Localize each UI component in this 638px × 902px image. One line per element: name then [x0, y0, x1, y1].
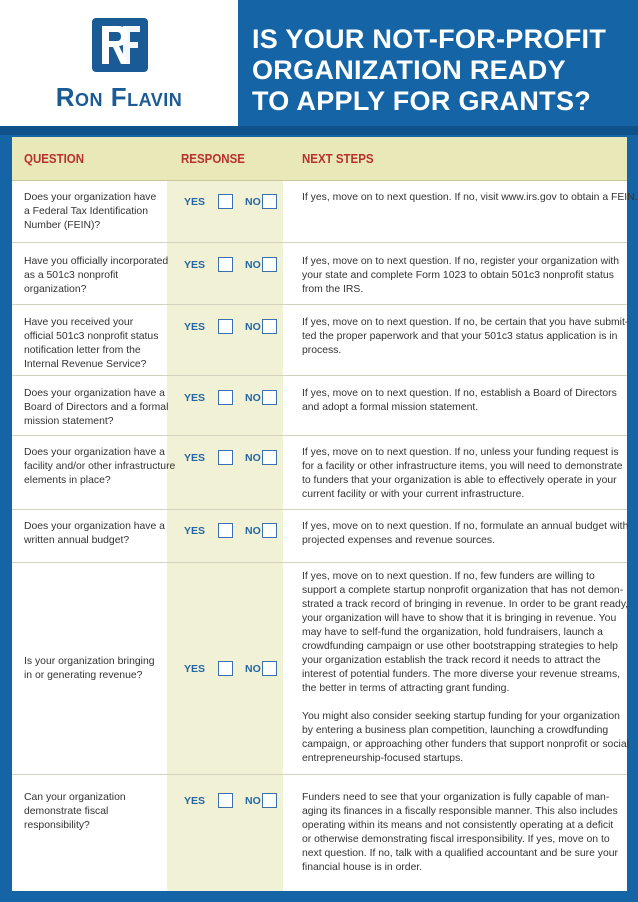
next-steps-line: If yes, move on to next question. If no, formulate an annual budget with [302, 521, 629, 532]
question-line: Board of Directors and a formal [24, 402, 169, 413]
yes-label: YES [184, 452, 206, 464]
next-steps-line: You might also consider seeking startup funding for your organization [302, 711, 620, 722]
yes-label: YES [184, 259, 206, 271]
next-steps-text [302, 446, 623, 502]
next-steps-text [302, 387, 620, 415]
table-row [12, 563, 627, 775]
question-line: Can your organization [24, 792, 126, 803]
table-row [12, 180, 638, 243]
no-checkbox[interactable] [262, 450, 277, 465]
question-line: mission statement? [24, 416, 114, 427]
question-line: a Federal Tax Identification [24, 206, 148, 217]
question-line: elements in place? [24, 475, 111, 486]
next-steps-text [302, 316, 629, 358]
question-line: notification letter from the [24, 345, 141, 356]
no-label: NO [245, 321, 261, 333]
question-line: Is your organization bringing [24, 656, 155, 667]
response-column-header: RESPONSE [181, 152, 245, 166]
question-line: facility and/or other infrastructure [24, 461, 176, 472]
next-steps-line: projected expenses and revenue sources. [302, 535, 495, 546]
question-line: responsibility? [24, 820, 90, 831]
next-steps-line: entrepreneurship-focused startups. [302, 753, 464, 764]
next-steps-line: process. [302, 345, 342, 356]
next-steps-text [302, 570, 629, 766]
next-steps-paragraph [302, 710, 629, 766]
question-column-header: QUESTION [24, 152, 85, 166]
next-steps-line: the better in terms of attracting grant funding. [302, 683, 510, 694]
next-steps-line: from the IRS. [302, 284, 364, 295]
next-steps-line: operating within its means and not consistently operating at a deficit [302, 820, 614, 831]
no-label: NO [245, 196, 261, 208]
yes-checkbox[interactable] [218, 661, 233, 676]
next-steps-line: by entering a business plan competition, launching a crowdfunding [302, 725, 609, 736]
page-header [0, 0, 638, 126]
question-text [24, 446, 176, 488]
next-steps-text [302, 191, 638, 205]
next-steps-paragraph [302, 387, 620, 415]
no-checkbox[interactable] [262, 390, 277, 405]
next-steps-line: may have to self-fund the organization, hold fundraisers, launch a [302, 627, 603, 638]
table-row [12, 775, 627, 890]
question-text [24, 520, 164, 548]
yes-checkbox[interactable] [218, 194, 233, 209]
next-steps-line: If yes, move on to next question. If no, few funders are willing to [302, 571, 595, 582]
next-steps-paragraph [302, 316, 629, 358]
next-steps-line: ted the proper paperwork and that your 501c3 status application is in [302, 331, 618, 342]
question-line: Does your organization have [24, 192, 157, 203]
no-checkbox[interactable] [262, 661, 277, 676]
table-row [12, 376, 627, 436]
next-steps-line: current facility or with your current infrastructure. [302, 489, 525, 500]
next-steps-paragraph [302, 446, 623, 502]
question-line: Does your organization have a [24, 521, 165, 532]
no-label: NO [245, 259, 261, 271]
question-line: Does your organization have a [24, 388, 165, 399]
next-steps-line: strated a track record of bringing in revenue. In order to be grant ready, [302, 599, 629, 610]
next-steps-line: your organization establish the track record it needs to attract the [302, 655, 601, 666]
next-steps-line: to funders that your organization is able to effectively operate in your [302, 475, 617, 486]
table-row [12, 510, 627, 563]
question-line: written annual budget? [24, 535, 130, 546]
table-row [12, 305, 627, 376]
next-steps-line: If yes, move on to next question. If no, unless your funding request is [302, 447, 619, 458]
next-steps-paragraph [302, 520, 629, 548]
question-line: official 501c3 nonprofit status [24, 331, 159, 342]
no-checkbox[interactable] [262, 523, 277, 538]
next-steps-line: or otherwise demonstrating fiscal irresponsibility. If yes, move on to [302, 834, 610, 845]
yes-label: YES [184, 392, 206, 404]
question-text [24, 255, 169, 297]
question-line: Does your organization have a [24, 447, 165, 458]
next-steps-line: If yes, move on to next question. If no, register your organization with [302, 256, 620, 267]
table-row [12, 243, 627, 305]
next-steps-line: aging its finances in a fiscally responsible manner. This also includes [302, 806, 618, 817]
next-steps-paragraph [302, 791, 620, 875]
question-text [24, 791, 164, 833]
next-steps-line: your organization will have to show that it is bringing in revenue. You [302, 613, 617, 624]
yes-label: YES [184, 321, 206, 333]
header-divider [0, 126, 638, 135]
question-line: in or generating revenue? [24, 670, 143, 681]
next-steps-line: and adopt a formal mission statement. [302, 402, 479, 413]
yes-label: YES [184, 196, 206, 208]
question-text [24, 191, 164, 233]
next-steps-line: your state and complete Form 1023 to obtain 501c3 nonprofit status [302, 270, 614, 281]
no-label: NO [245, 525, 261, 537]
title-line: IS YOUR NOT-FOR-PROFIT [252, 24, 607, 54]
yes-checkbox[interactable] [218, 390, 233, 405]
question-line: Internal Revenue Service? [24, 359, 147, 370]
no-label: NO [245, 663, 261, 675]
next-steps-line: interest of potential funders. The more diverse your revenue streams, [302, 669, 621, 680]
next-steps-line: If yes, move on to next question. If no, establish a Board of Directors [302, 388, 617, 399]
next-steps-text [302, 791, 620, 875]
no-label: NO [245, 392, 261, 404]
question-line: Have you received your [24, 317, 134, 328]
yes-label: YES [184, 795, 206, 807]
yes-checkbox[interactable] [218, 793, 233, 808]
logo-area [0, 0, 238, 126]
rf-logo-icon [92, 18, 148, 72]
question-line: Number (FEIN)? [24, 220, 101, 231]
next-steps-text [302, 255, 620, 297]
table-row [12, 436, 627, 510]
question-line: as a 501c3 nonprofit [24, 270, 119, 281]
next-steps-line: next question. If no, talk with a qualified accountant and be sure your [302, 848, 618, 859]
next-steps-paragraph [302, 255, 620, 297]
question-line: Have you officially incorporated [24, 256, 169, 267]
question-line: organization? [24, 284, 87, 295]
next-steps-paragraph [302, 191, 638, 205]
next-steps-line: crowdfunding campaign or use other bootstrapping strategies to help [302, 641, 618, 652]
next-steps-line: campaign, or approaching other funders that support nonprofit or social [302, 739, 629, 750]
no-checkbox[interactable] [262, 194, 277, 209]
no-checkbox[interactable] [262, 319, 277, 334]
question-line: demonstrate fiscal [24, 806, 109, 817]
next-steps-line: Funders need to see that your organization is fully capable of man- [302, 792, 610, 803]
readiness-table [12, 137, 638, 891]
next-steps-paragraph [302, 570, 629, 696]
next-steps-text [302, 520, 629, 548]
next-steps-line: If yes, move on to next question. If no, be certain that you have submit- [302, 317, 629, 328]
question-text [24, 655, 164, 683]
title-line: ORGANIZATION READY [252, 55, 566, 85]
next-steps-line: support a complete startup nonprofit organization that has not demon- [302, 585, 624, 596]
yes-checkbox[interactable] [218, 523, 233, 538]
yes-label: YES [184, 663, 206, 675]
title-line: TO APPLY FOR GRANTS? [252, 86, 592, 116]
brand-name: Ron Flavin [55, 82, 183, 112]
table-header [12, 137, 627, 181]
question-text [24, 387, 169, 429]
next-steps-line: financial house is in order. [302, 862, 423, 873]
yes-checkbox[interactable] [218, 319, 233, 334]
yes-checkbox[interactable] [218, 257, 233, 272]
next-steps-line: for a facility or other infrastructure items, you will need to demonstrate [302, 461, 623, 472]
no-label: NO [245, 795, 261, 807]
no-checkbox[interactable] [262, 793, 277, 808]
next-steps-column-header: NEXT STEPS [302, 152, 374, 166]
yes-checkbox[interactable] [218, 450, 233, 465]
question-text [24, 316, 164, 372]
next-steps-line: If yes, move on to next question. If no, visit www.irs.gov to obtain a FEIN. [302, 192, 638, 203]
yes-label: YES [184, 525, 206, 537]
no-label: NO [245, 452, 261, 464]
page-title [252, 24, 632, 117]
no-checkbox[interactable] [262, 257, 277, 272]
